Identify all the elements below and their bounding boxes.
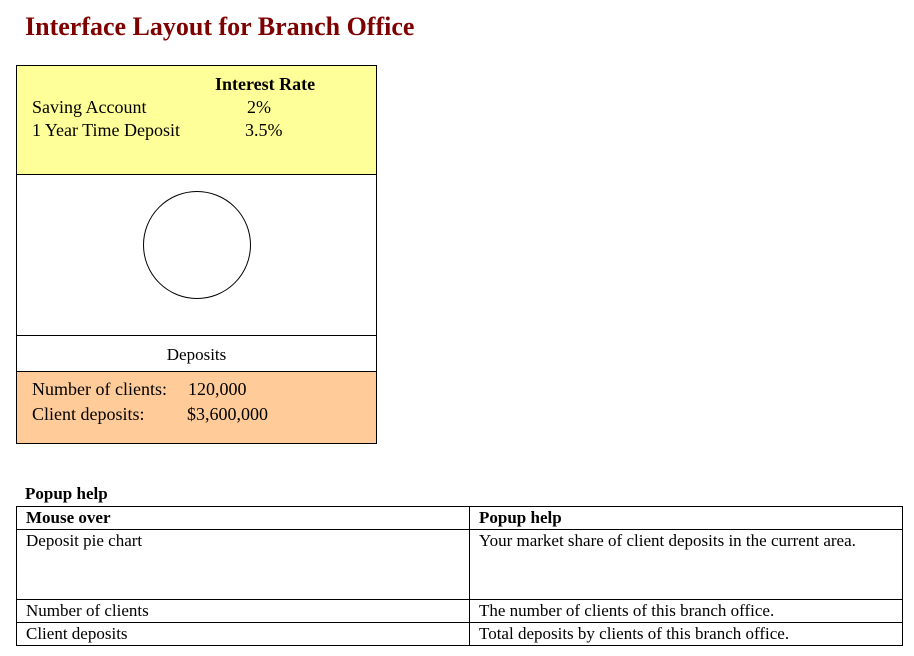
- deposits-label: Client deposits:: [32, 404, 145, 424]
- table-cell: Total deposits by clients of this branch office.: [470, 623, 903, 646]
- page-title: Interface Layout for Branch Office: [25, 12, 415, 41]
- rate-row-saving: [32, 97, 372, 119]
- deposit-pie-chart[interactable]: [143, 191, 251, 299]
- interest-rate-header: Interest Rate: [215, 74, 316, 94]
- table-row: [17, 600, 903, 623]
- table-cell: Your market share of client deposits in the current area.: [470, 530, 903, 600]
- rate-label: Saving Account: [32, 97, 147, 117]
- popup-help-table: [16, 506, 903, 646]
- rate-value: 2%: [247, 97, 271, 117]
- table-cell: Client deposits: [17, 623, 470, 646]
- clients-value: 120,000: [188, 379, 247, 399]
- column-header: Popup help: [470, 507, 903, 530]
- rate-label: 1 Year Time Deposit: [32, 120, 181, 140]
- interest-rate-panel: [17, 66, 376, 175]
- branch-office-mockup: [16, 65, 377, 444]
- table-row: [17, 530, 903, 600]
- rate-row-time-deposit: [32, 120, 372, 142]
- table-cell: Number of clients: [17, 600, 470, 623]
- table-header-row: [17, 507, 903, 530]
- column-header: Mouse over: [17, 507, 470, 530]
- deposits-value: $3,600,000: [187, 404, 268, 424]
- clients-panel: [17, 372, 376, 443]
- table-row: [17, 623, 903, 646]
- number-of-clients-row[interactable]: [32, 379, 247, 400]
- table-cell: The number of clients of this branch office.: [470, 600, 903, 623]
- deposits-label: Deposits: [166, 345, 227, 364]
- clients-label: Number of clients:: [32, 379, 167, 399]
- client-deposits-row[interactable]: [32, 404, 268, 425]
- rate-value: 3.5%: [245, 120, 283, 140]
- table-cell: Deposit pie chart: [17, 530, 470, 600]
- deposit-chart-area: [17, 175, 376, 336]
- popup-help-caption: Popup help: [25, 484, 108, 503]
- deposits-label-bar: [17, 336, 376, 372]
